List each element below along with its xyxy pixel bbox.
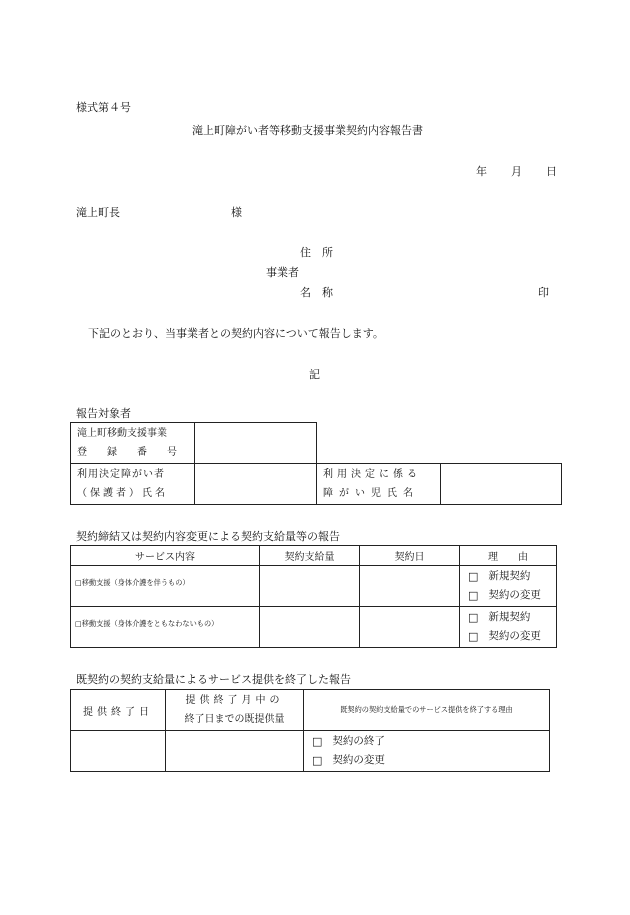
checkbox-icon[interactable]: □ xyxy=(468,570,479,583)
reason-option-new-1[interactable] xyxy=(460,567,556,586)
section1-heading: 報告対象者 xyxy=(76,407,131,420)
reg-label-line2: 登 録 番 号 xyxy=(77,447,182,458)
provided-amount-field[interactable] xyxy=(166,731,304,772)
header-end-reason: 既契約の契約支給量でのサービス提供を終了する理由 xyxy=(304,690,550,731)
checkbox-icon[interactable]: □ xyxy=(312,735,323,748)
user-table xyxy=(70,463,562,505)
business-label: 事業者 xyxy=(266,266,299,279)
user-label-line2: （保護者）氏名 xyxy=(77,488,168,499)
reason-label: 新規契約 xyxy=(488,611,531,623)
termination-table xyxy=(70,689,550,772)
date-month: 月 xyxy=(511,165,522,178)
reg-number-field[interactable] xyxy=(195,423,317,464)
contract-table xyxy=(70,545,557,648)
end-reason-label: 契約の変更 xyxy=(332,754,385,766)
reason-label: 新規契約 xyxy=(488,570,531,582)
ki-label: 記 xyxy=(309,368,320,381)
addressee-honorific: 様 xyxy=(231,206,242,219)
reason-label: 契約の変更 xyxy=(488,589,541,601)
form-number: 様式第４号 xyxy=(76,101,131,114)
header-contract-date: 契約日 xyxy=(360,546,460,566)
child-label-cell xyxy=(317,464,441,505)
header-reason: 理 由 xyxy=(460,546,557,566)
end-reason-cell xyxy=(304,731,550,772)
service-cell-2 xyxy=(71,607,260,648)
end-date-field[interactable] xyxy=(71,731,166,772)
checkbox-icon[interactable]: □ xyxy=(312,754,323,767)
provided-amount-line2: 終了日までの既提供量 xyxy=(184,714,285,725)
user-label-line1: 利用決定障がい者 xyxy=(77,469,165,480)
intro-text: 下記のとおり、当事業者との契約内容について報告します。 xyxy=(88,327,384,340)
amount-field-2[interactable] xyxy=(260,607,360,648)
address-label: 住 所 xyxy=(300,246,333,259)
header-provided-amount xyxy=(166,690,304,731)
user-name-field[interactable] xyxy=(195,464,317,505)
checkbox-icon[interactable]: □ xyxy=(468,630,479,643)
page-title: 滝上町障がい者等移動支援事業契約内容報告書 xyxy=(192,124,423,137)
end-reason-label: 契約の終了 xyxy=(332,735,385,747)
date-day: 日 xyxy=(546,165,557,178)
reason-option-change-2[interactable] xyxy=(460,627,556,646)
name-label: 名 称 xyxy=(300,286,333,299)
section3-heading: 既契約の契約支給量によるサービス提供を終了した報告 xyxy=(76,673,351,686)
seal-mark: 印 xyxy=(538,286,549,299)
amount-field-1[interactable] xyxy=(260,566,360,607)
service-label-2: □移動支援（身体介護をともなわないもの） xyxy=(75,619,219,628)
checkbox-icon[interactable]: □ xyxy=(468,611,479,624)
contract-date-field-2[interactable] xyxy=(360,607,460,648)
reason-option-change-1[interactable] xyxy=(460,586,556,605)
reason-label: 契約の変更 xyxy=(488,630,541,642)
child-label-line1: 利用決定に係る xyxy=(323,469,421,480)
reason-option-new-2[interactable] xyxy=(460,608,556,627)
reason-cell-2 xyxy=(460,607,557,648)
service-label-1: □移動支援（身体介護を伴うもの） xyxy=(75,578,190,587)
header-service: サービス内容 xyxy=(71,546,260,566)
end-reason-option-change[interactable] xyxy=(304,751,549,770)
child-label-line2: 障がい児氏名 xyxy=(323,488,419,499)
service-cell-1 xyxy=(71,566,260,607)
end-reason-option-end[interactable] xyxy=(304,732,549,751)
target-person-table xyxy=(70,422,562,464)
addressee-name: 滝上町長 xyxy=(76,206,120,219)
header-end-date: 提供終了日 xyxy=(71,690,166,731)
checkbox-icon[interactable]: □ xyxy=(468,589,479,602)
header-amount: 契約支給量 xyxy=(260,546,360,566)
reg-label-line1: 滝上町移動支援事業 xyxy=(77,428,167,439)
child-name-field[interactable] xyxy=(441,464,562,505)
reason-cell-1 xyxy=(460,566,557,607)
provided-amount-line1: 提供終了月中の xyxy=(185,695,284,706)
contract-date-field-1[interactable] xyxy=(360,566,460,607)
date-year: 年 xyxy=(476,165,487,178)
reg-number-label-cell xyxy=(71,423,195,464)
section2-heading: 契約締結又は契約内容変更による契約支給量等の報告 xyxy=(76,530,340,543)
user-label-cell xyxy=(71,464,195,505)
